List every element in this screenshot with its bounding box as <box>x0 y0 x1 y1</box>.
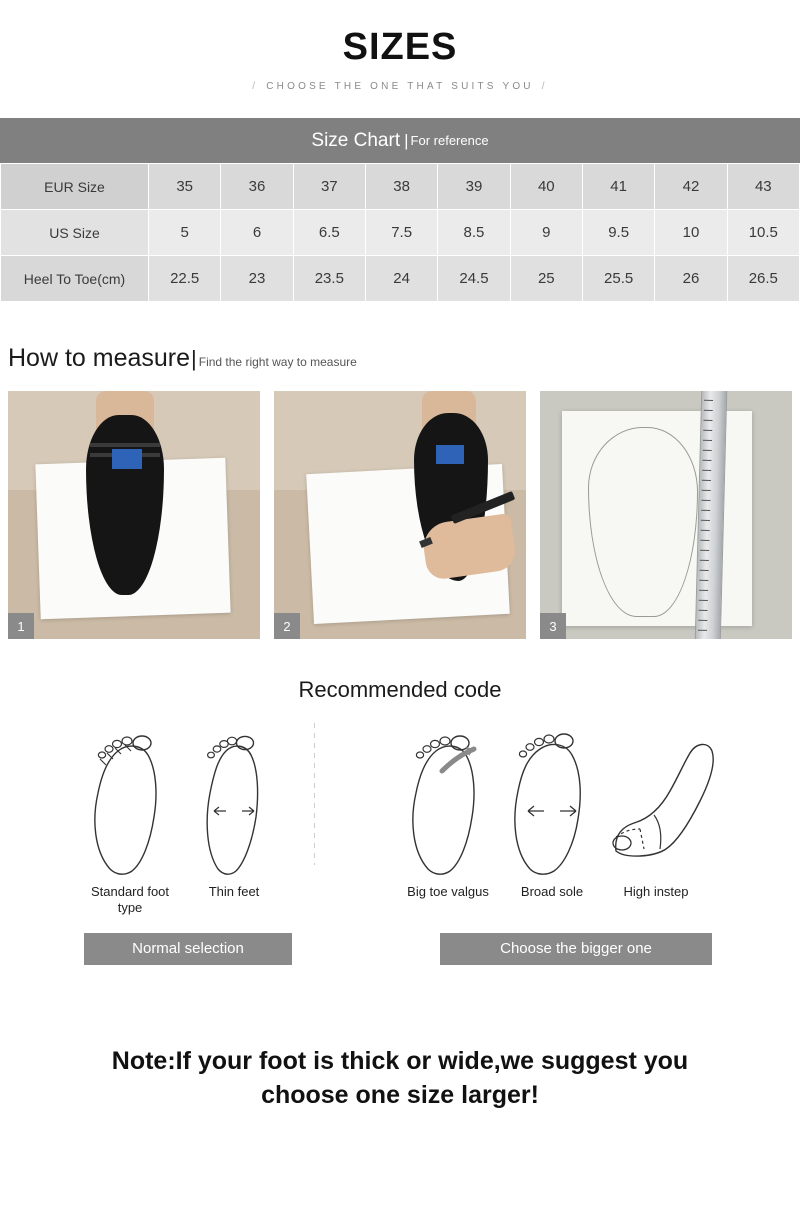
cell-us-5: 9 <box>510 210 582 256</box>
foot-type-caption-thin: Thin feet <box>208 884 260 899</box>
foot-type-caption-broad: Broad sole <box>520 884 584 899</box>
size-chart-section <box>0 118 800 302</box>
cell-cm-7: 26 <box>655 256 727 302</box>
how-to-measure-divider: | <box>191 346 197 371</box>
measure-photo-2 <box>274 391 526 639</box>
foot-high-instep-icon <box>604 719 724 879</box>
page-subtitle <box>0 81 800 92</box>
cell-eur-7: 42 <box>655 164 727 210</box>
measure-step-badge-2: 2 <box>274 613 300 639</box>
foot-row-spacer <box>286 719 396 917</box>
foot-type-standard <box>78 719 182 917</box>
photo-1-scene <box>8 391 260 639</box>
cell-cm-6: 25.5 <box>582 256 654 302</box>
recommended-section <box>0 719 800 1019</box>
size-chart-title: Size Chart <box>311 129 401 151</box>
cell-eur-2: 37 <box>293 164 365 210</box>
cell-us-1: 6 <box>221 210 293 256</box>
foot-bigtoe-valgus-icon <box>398 719 498 879</box>
slash-left: / <box>252 81 259 92</box>
cell-us-2: 6.5 <box>293 210 365 256</box>
cell-eur-0: 35 <box>149 164 221 210</box>
page-title: SIZES <box>342 26 458 68</box>
how-to-measure-heading <box>0 344 800 373</box>
foot-type-row <box>0 719 800 917</box>
size-chart-title-bar <box>0 118 800 163</box>
size-chart-title-divider: | <box>404 130 409 150</box>
table-row <box>1 210 800 256</box>
measure-step-badge-1: 1 <box>8 613 34 639</box>
cell-us-0: 5 <box>149 210 221 256</box>
cell-us-3: 7.5 <box>365 210 437 256</box>
cell-eur-4: 39 <box>438 164 510 210</box>
foot-standard-icon <box>80 719 180 879</box>
photo-2-sock-logo <box>436 445 464 464</box>
foot-broad-sole-icon <box>502 719 602 879</box>
foot-type-high-instep <box>604 719 708 917</box>
measure-photo-1 <box>8 391 260 639</box>
page-header <box>0 0 800 92</box>
recommended-title: Recommended code <box>298 677 502 702</box>
foot-type-caption-bigtoe: Big toe valgus <box>407 884 489 899</box>
measure-step-badge-3: 3 <box>540 613 566 639</box>
note-line-1: Note:If your foot is thick or wide,we suggest you <box>111 1047 689 1075</box>
cell-us-4: 8.5 <box>438 210 510 256</box>
foot-type-thin <box>182 719 286 917</box>
foot-type-bigtoe-valgus <box>396 719 500 917</box>
table-row <box>1 256 800 302</box>
cell-eur-5: 40 <box>510 164 582 210</box>
row-label-heel-to-toe: Heel To Toe(cm) <box>1 256 149 302</box>
photo-1-sock-band-top <box>90 443 160 447</box>
measure-photo-3 <box>540 391 792 639</box>
cell-us-6: 9.5 <box>582 210 654 256</box>
row-label-eur: EUR Size <box>1 164 149 210</box>
table-row <box>1 164 800 210</box>
note-text <box>0 1045 800 1113</box>
section-divider <box>314 723 315 865</box>
cell-cm-3: 24 <box>365 256 437 302</box>
cell-cm-8: 26.5 <box>727 256 799 302</box>
cell-eur-1: 36 <box>221 164 293 210</box>
page-subtitle-text: CHOOSE THE ONE THAT SUITS YOU <box>266 81 534 92</box>
size-chart-subtitle: For reference <box>410 133 489 148</box>
recommendation-buttons <box>0 933 800 965</box>
cell-cm-5: 25 <box>510 256 582 302</box>
cell-us-8: 10.5 <box>727 210 799 256</box>
cell-cm-0: 22.5 <box>149 256 221 302</box>
size-chart-table <box>0 163 800 302</box>
slash-right: / <box>541 81 548 92</box>
how-to-measure-title: How to measure <box>8 344 191 372</box>
foot-type-broad-sole <box>500 719 604 917</box>
cell-cm-1: 23 <box>221 256 293 302</box>
foot-type-caption-standard: Standard foot type <box>90 884 170 916</box>
cell-eur-6: 41 <box>582 164 654 210</box>
how-to-measure-subtitle: Find the right way to measure <box>198 355 357 369</box>
cell-eur-3: 38 <box>365 164 437 210</box>
cell-cm-4: 24.5 <box>438 256 510 302</box>
photo-2-scene <box>274 391 526 639</box>
note-line-2: choose one size larger! <box>261 1080 539 1109</box>
foot-thin-icon <box>184 719 284 879</box>
cell-cm-2: 23.5 <box>293 256 365 302</box>
cell-eur-8: 43 <box>727 164 799 210</box>
cell-us-7: 10 <box>655 210 727 256</box>
normal-selection-button[interactable]: Normal selection <box>84 933 292 965</box>
photo-1-sock-logo <box>112 449 142 469</box>
foot-type-caption-high-instep: High instep <box>623 884 689 899</box>
row-label-us: US Size <box>1 210 149 256</box>
measure-photo-row <box>0 391 800 639</box>
choose-bigger-button[interactable]: Choose the bigger one <box>440 933 712 965</box>
